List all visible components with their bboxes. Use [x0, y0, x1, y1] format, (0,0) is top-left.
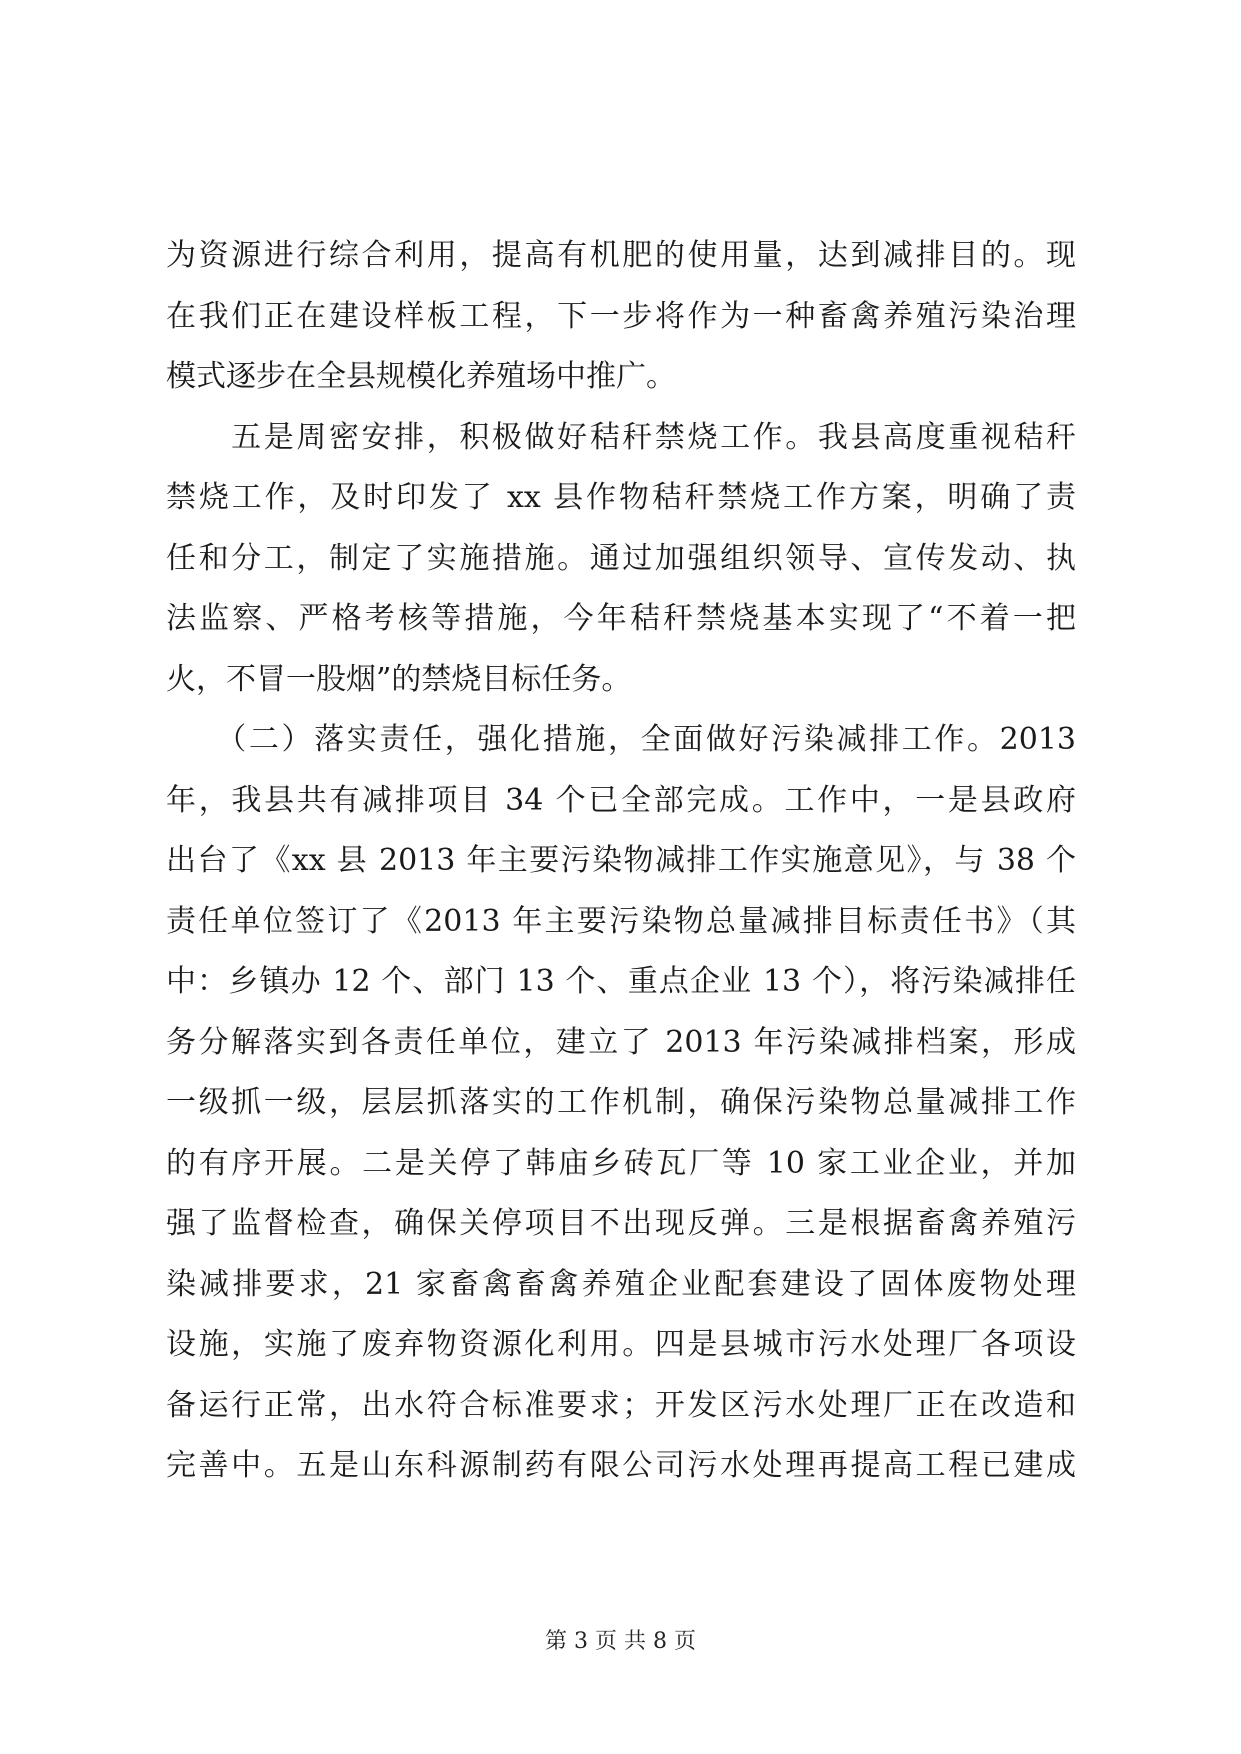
text-line: 责任单位签订了《2013 年主要污染物总量减排目标责任书》（其	[166, 903, 1076, 939]
text-line: 强了监督检查，确保关停项目不出现反弹。三是根据畜禽养殖污	[166, 1206, 1076, 1241]
text-line: 设施，实施了废弃物资源化利用。四是县城市污水处理厂各项设	[166, 1327, 1076, 1362]
text-line: 法监察、严格考核等措施，今年秸秆禁烧基本实现了“不着一把	[166, 601, 1076, 636]
body-text	[166, 226, 1076, 1497]
text-line: 备运行正常，出水符合标准要求；开发区污水处理厂正在改造和	[166, 1387, 1076, 1423]
text-line: 的有序开展。二是关停了韩庙乡砖瓦厂等 10 家工业企业，并加	[166, 1145, 1076, 1181]
text-line: 务分解落实到各责任单位，建立了 2013 年污染减排档案，形成	[166, 1024, 1076, 1060]
text-line: 年，我县共有减排项目 34 个已全部完成。工作中，一是县政府	[166, 782, 1076, 818]
text-line: 在我们正在建设样板工程，下一步将作为一种畜禽养殖污染治理	[166, 298, 1076, 334]
page-number-footer: 第 3 页 共 8 页	[545, 1629, 696, 1654]
text-line: 模式逐步在全县规模化养殖场中推广。	[166, 359, 676, 394]
text-line: （二）落实责任，强化措施，全面做好污染减排工作。2013	[166, 722, 1076, 757]
text-line: 一级抓一级，层层抓落实的工作机制，确保污染物总量减排工作	[166, 1085, 1076, 1120]
text-line: 为资源进行综合利用，提高有机肥的使用量，达到减排目的。现	[166, 238, 1076, 273]
text-line: 五是周密安排，积极做好秸秆禁烧工作。我县高度重视秸秆	[166, 419, 1076, 455]
text-line: 完善中。五是山东科源制药有限公司污水处理再提高工程已建成	[166, 1448, 1076, 1483]
text-line: 出台了《xx 县 2013 年主要污染物减排工作实施意见》，与 38 个	[166, 843, 1076, 878]
text-line: 火，不冒一股烟”的禁烧目标任务。	[166, 661, 632, 697]
text-line: 染减排要求，21 家畜禽畜禽养殖企业配套建设了固体废物处理	[166, 1266, 1076, 1302]
text-line: 禁烧工作，及时印发了 xx 县作物秸秆禁烧工作方案，明确了责	[166, 480, 1076, 515]
text-line: 中：乡镇办 12 个、部门 13 个、重点企业 13 个），将污染减排任	[166, 964, 1076, 999]
text-line: 任和分工，制定了实施措施。通过加强组织领导、宣传发动、执	[166, 540, 1076, 576]
